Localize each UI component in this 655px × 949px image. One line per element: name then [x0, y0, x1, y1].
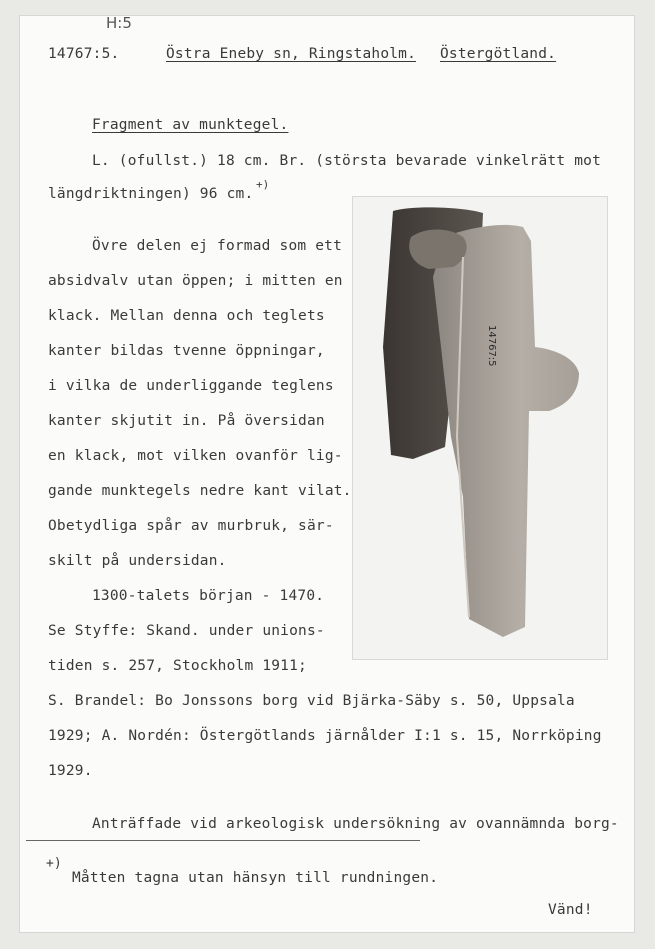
find-context-line: Anträffade vid arkeologisk undersökning av ovannämnda borg- — [92, 816, 619, 832]
footnote-divider — [26, 840, 420, 841]
location: Östra Eneby sn, Ringstaholm. — [166, 46, 417, 62]
description-line: kanter bildas tvenne öppningar, — [48, 343, 325, 359]
region: Östergötland. — [440, 46, 557, 62]
reference-line: S. Brandel: Bo Jonssons borg vid Bjärka-Säby s. 50, Uppsala — [48, 693, 575, 709]
catalog-card — [20, 16, 634, 932]
photo-label: 14767:5 — [486, 325, 497, 367]
footnote-ref: +) — [256, 178, 270, 191]
footnote-mark: +) — [46, 856, 62, 871]
description-line: i vilka de underliggande teglens — [48, 378, 334, 394]
description-line: en klack, mot vilken ovanför lig- — [48, 448, 343, 464]
brick-fragment-image — [353, 197, 607, 659]
description-line: absidvalv utan öppen; i mitten en — [48, 273, 343, 289]
catalog-number: 14767:5. — [48, 46, 120, 62]
brick-front-face — [433, 225, 579, 637]
description-line: skilt på undersidan. — [48, 553, 227, 569]
reference-line: tiden s. 257, Stockholm 1911; — [48, 658, 307, 674]
item-title: Fragment av munktegel. — [92, 117, 289, 133]
turn-over-note: Vänd! — [548, 902, 593, 918]
description-line: Övre delen ej formad som ett — [92, 238, 343, 254]
handwritten-mark: H:5 — [106, 14, 132, 32]
description-line: klack. Mellan denna och teglets — [48, 308, 325, 324]
brick-top-lug — [409, 230, 466, 270]
description-line: kanter skjutit in. På översidan — [48, 413, 325, 429]
description-line: Obetydliga spår av murbruk, sär- — [48, 518, 334, 534]
description-line: gande munktegels nedre kant vilat. — [48, 483, 352, 499]
dimensions-line-2: längdriktningen) 96 cm. — [48, 186, 254, 202]
artifact-photo — [352, 196, 608, 660]
footnote-text: Måtten tagna utan hänsyn till rundningen. — [72, 870, 439, 886]
reference-line: 1929. — [48, 763, 93, 779]
reference-line: 1929; A. Nordén: Östergötlands järnålder I:1 s. 15, Norrköping — [48, 728, 602, 744]
dimensions-line-1: L. (ofullst.) 18 cm. Br. (största bevarade vinkelrätt mot — [92, 153, 601, 169]
dating-line: 1300-talets början - 1470. — [92, 588, 325, 604]
reference-line: Se Styffe: Skand. under unions- — [48, 623, 325, 639]
